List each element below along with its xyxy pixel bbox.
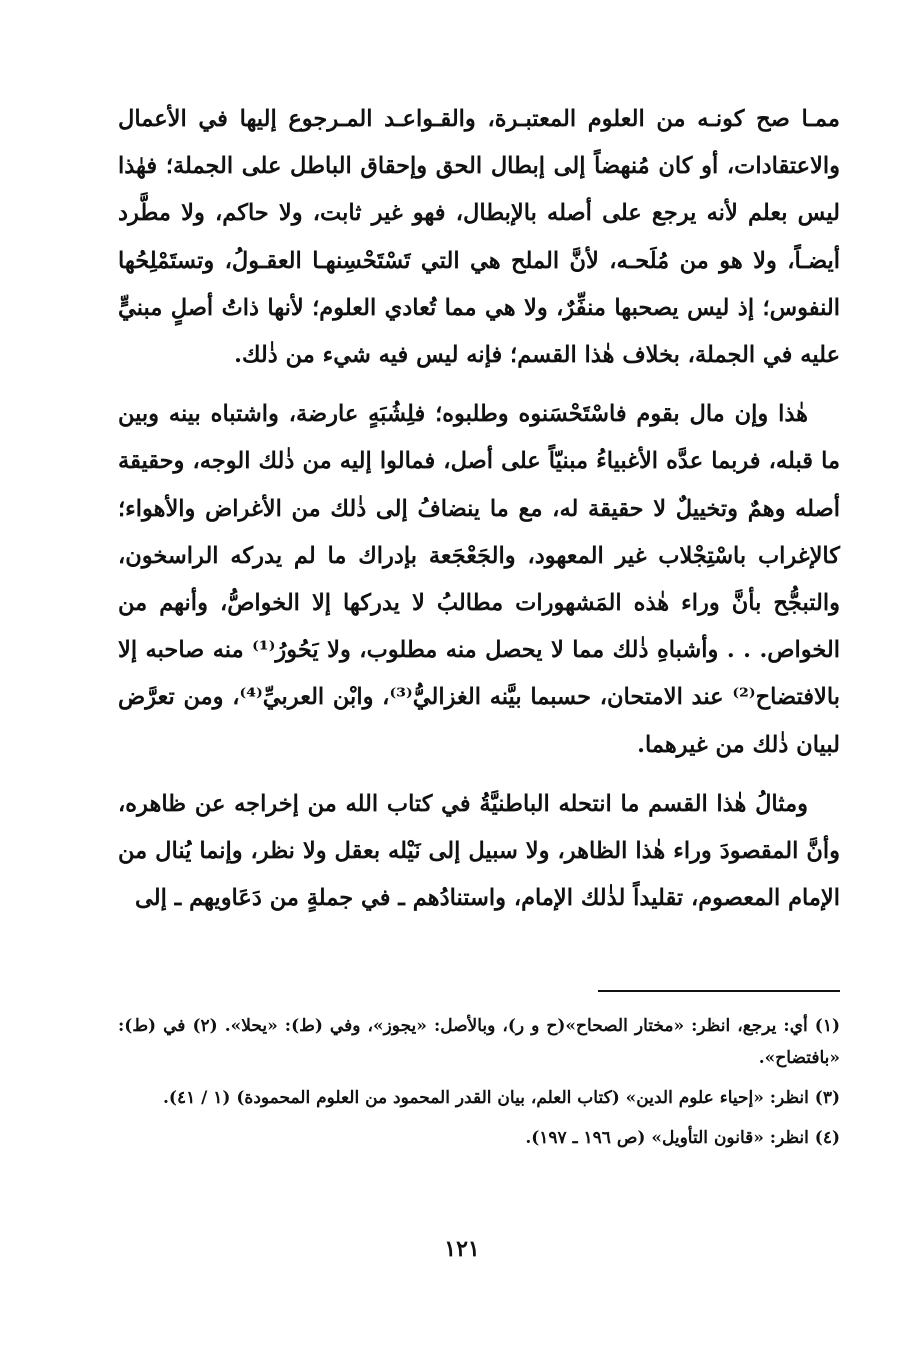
page-number: ١٢١ [444, 1236, 480, 1262]
footnote-4: (٤) انظر: «قانون التأويل» (ص ١٩٦ ـ ١٩٧). [525, 1128, 840, 1148]
footnote-separator [598, 990, 840, 992]
footnote-3: (٣) انظر: «إحياء علوم الدين» (كتاب العلم، بيان القدر المحمود من العلوم المحمودة) (١ / ٤١). [162, 1088, 840, 1108]
paragraph-3: ومثالُ هٰذا القسم ما انتحله الباطنيَّةُ في كتاب الله من إخراجه عن ظاهره، وأنَّ المقصودَ وراء هٰذا الظاهر، ولا سبيل إلى نَيْله بعقل ولا نظر، وإنما يُنال من الإمام المعصوم، تقليداً لذٰلك الإمام، واستنادُهم ـ في جملةٍ من دَعَاويهم ـ إلى [118, 790, 840, 912]
footnotes [118, 1010, 840, 1162]
paragraph-1: ممـا صح كونـه من العلوم المعتبـرة، والقـواعـد المـرجوع إليها في الأعمال والاعتقادات، أو كان مُنهضاً إلى إبطال الحق وإحقاق الباطل على الجملة؛ فهٰذا ليس بعلم لأنه يرجع على أصله بالإبطال، فهو غير ثابت، ولا حاكم، ولا مطَّرد أيضـاً، ولا هو من مُلَحـه، لأنَّ الملح هي التي تَسْتَحْسِنهـا العقـولُ، وتستَمْلِحُها النفوس؛ إذ ليس يصحبها منفِّرٌ، ولا هي مما تُعادي العلوم؛ لأنها ذاتُ أصلٍ مبنيٍّ عليه في الجملة، بخلاف هٰذا القسم؛ فإنه ليس فيه شيء من ذٰلك. [118, 106, 840, 369]
main-text [118, 96, 840, 934]
paragraph-2: هٰذا وإن مال بقوم فاسْتَحْسَنوه وطلبوه؛ فلِشُبَهٍ عارضة، واشتباه بينه وبين ما قبله، فربما عدَّه الأغبياءُ مبنيّاً على أصل، فمالوا إليه من ذٰلك الوجه، وحقيقة أصله وهمٌ وتخييلٌ لا حقيقة له، مع ما ينضافُ إلى ذٰلك من الأغراض والأهواء؛ كالإغراب باسْتِجْلاب غير المعهود، والجَعْجَعة بإدراك ما لم يدركه الراسخون، والتبجُّح بأنَّ وراء هٰذه المَشهورات مطالبُ لا يدركها إلا الخواصُّ، وأنهم من الخواص. . . وأشباهِ ذٰلك مما لا يحصل منه مطلوب، ولا يَحُورُ⁽¹⁾ منه صاحبه إلا بالافتضاح⁽²⁾ عند الامتحان، حسبما بيَّنه الغزاليُّ⁽³⁾، وابْن العربيِّ⁽⁴⁾، ومن تعرَّض لبيان ذٰلك من غيرهما. [118, 401, 840, 758]
footnote-1-2: (١) أي: يرجع، انظر: «مختار الصحاح»(ح و ر)، وبالأصل: «يجوز»، وفي (ط): «يحلا». (٢) في (ط): «بافتضاح». [118, 1016, 840, 1068]
